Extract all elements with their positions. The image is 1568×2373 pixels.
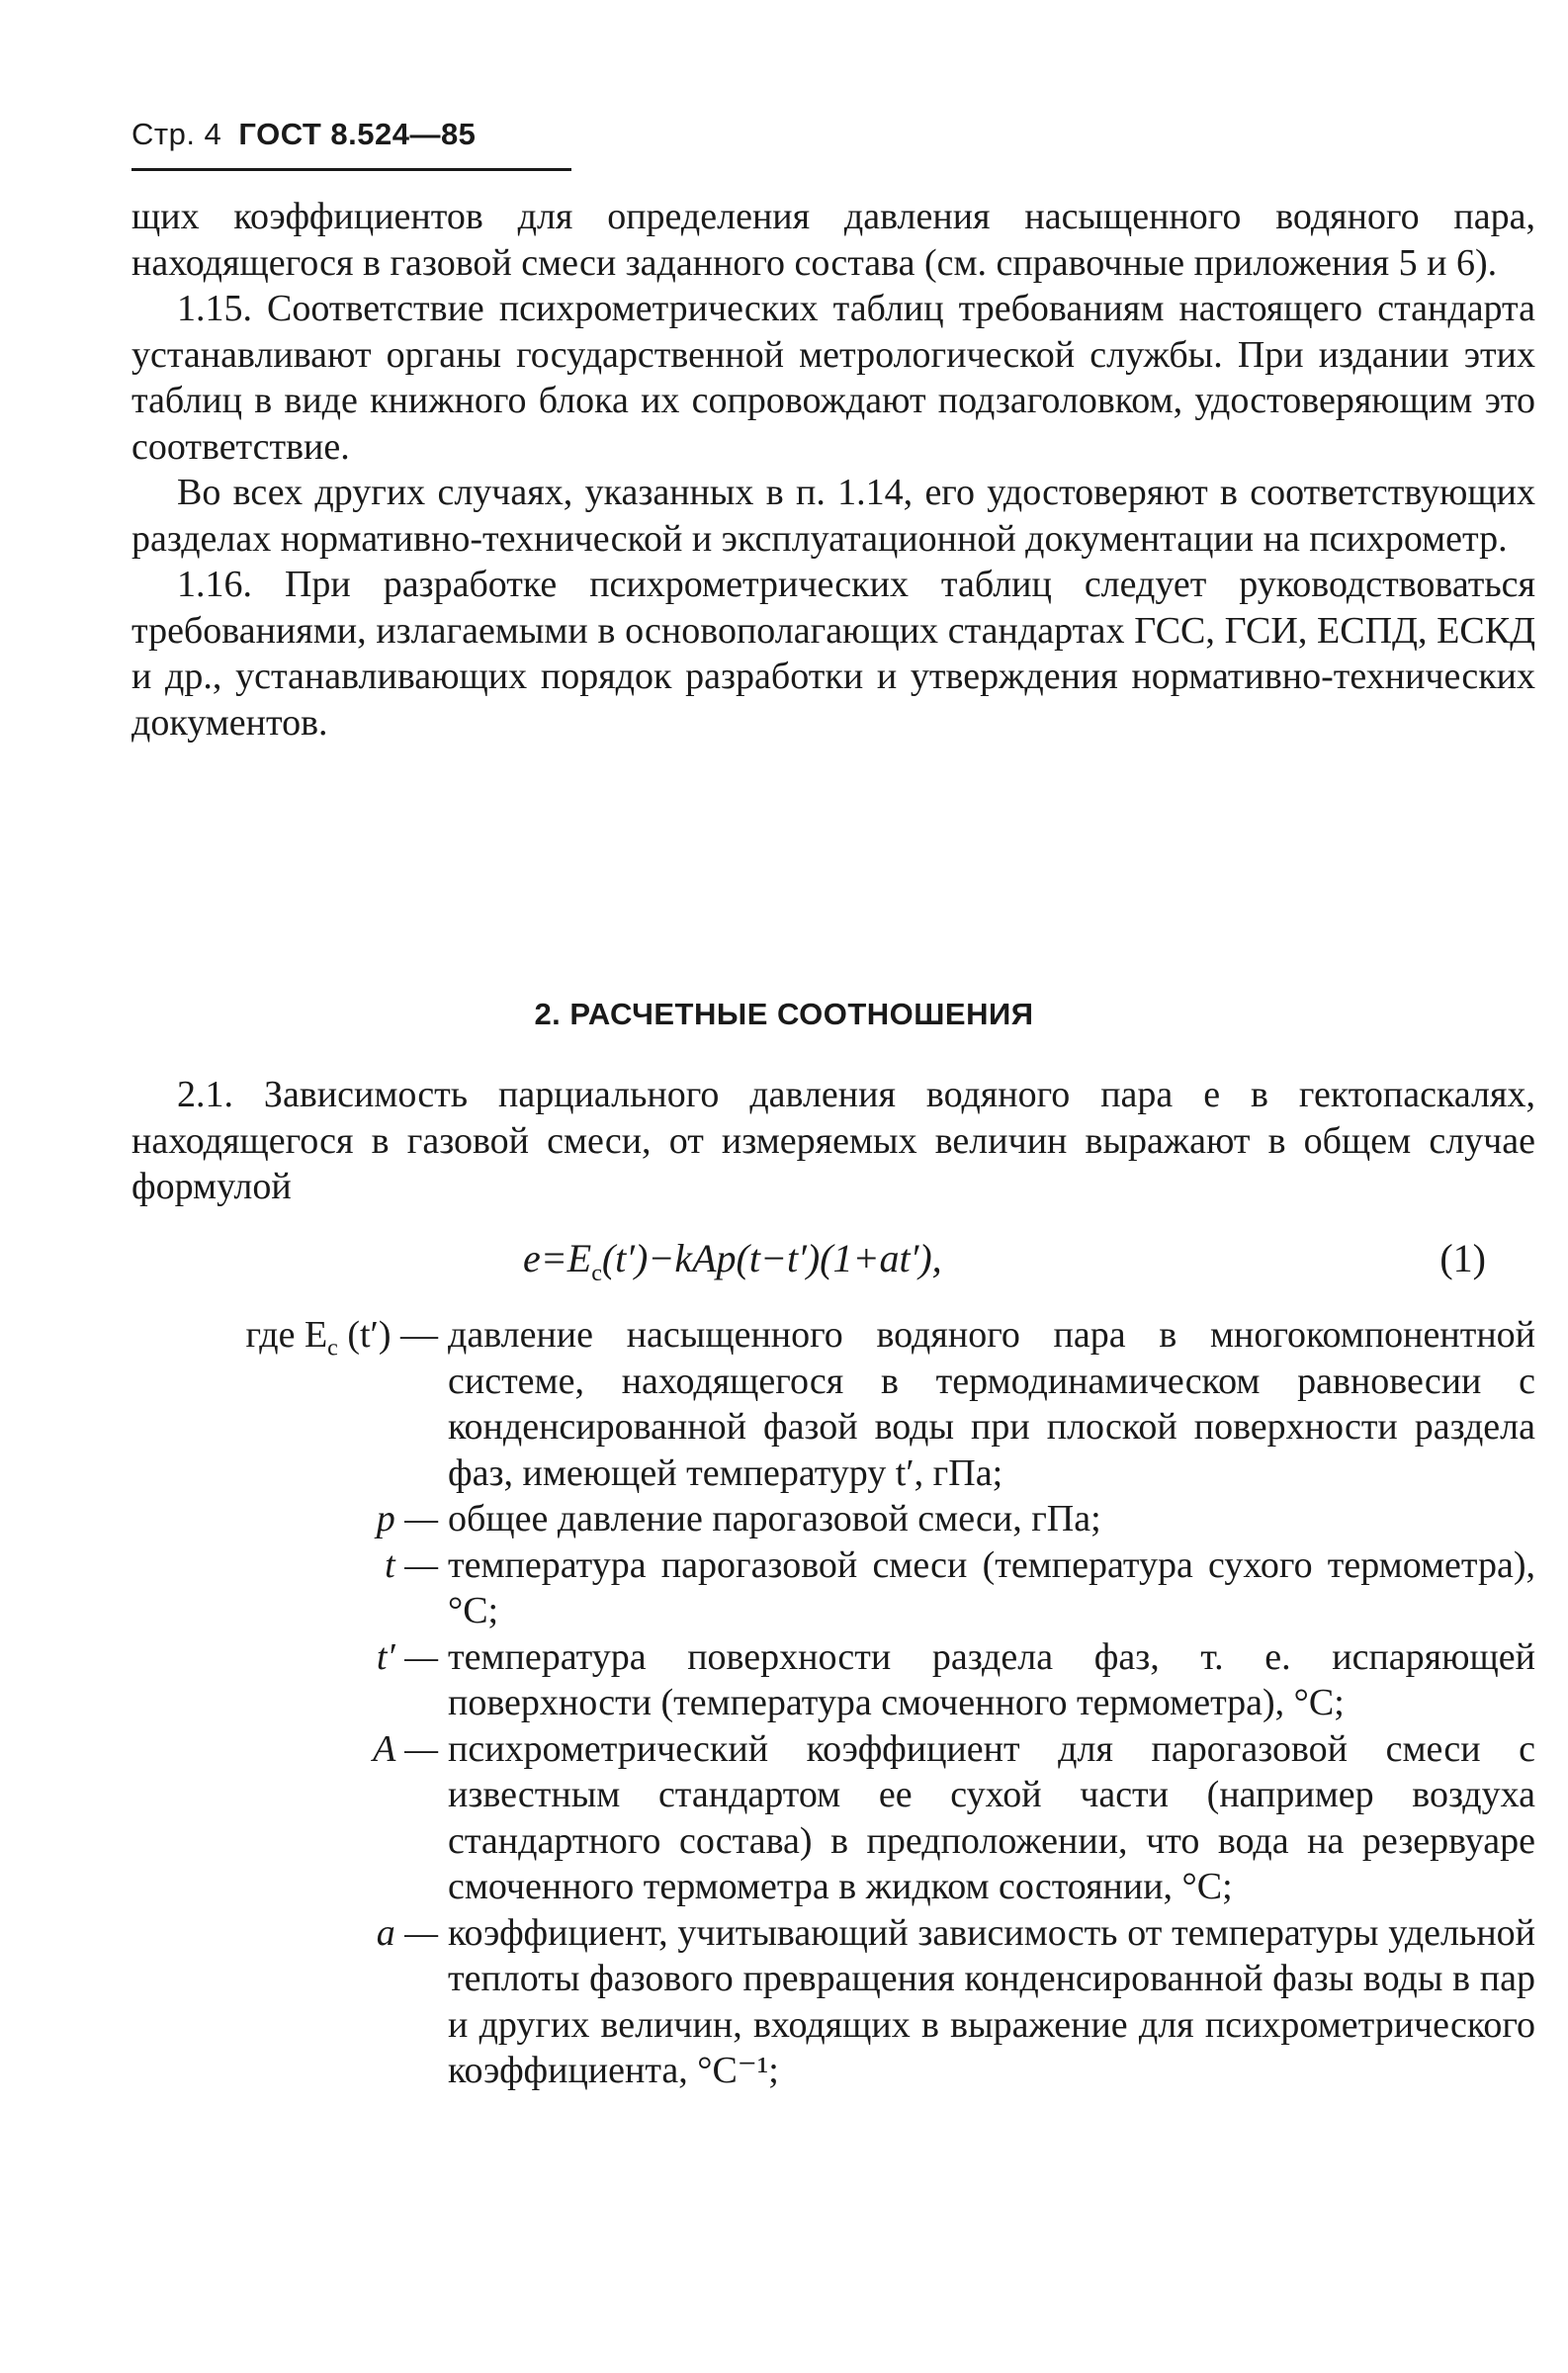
- paragraph-1-16: 1.16. При разработке психрометрических таблиц следует руководствоваться требованиями, излагаемыми в основополагающих стандартах ГСС, ГСИ, ЕСПД, ЕСКД и др., устанавливающих порядок разработки и утверждения нормативно-технических документов.: [131, 564, 1535, 744]
- definition-term: t —: [385, 1543, 438, 1586]
- definition-text: психрометрический коэффициент для парогазовой смеси с известным стандартом ее сухой части (например воздуха стандартного состава) в предположении, что вода на резервуаре смоченного термометра в жидком состоянии, °С;: [448, 1727, 1535, 1907]
- definition-item: [131, 1542, 1535, 1634]
- definition-item: [131, 1496, 1535, 1542]
- equation-number: (1): [1439, 1236, 1486, 1280]
- definition-term: a —: [376, 1911, 438, 1954]
- definition-item: [131, 1312, 1535, 1496]
- paragraph-2-1: 2.1. Зависимость парциального давления водяного пара e в гектопаскалях, находящегося в газовой смеси, от измеряемых величин выражают в общем случае формулой: [131, 1074, 1535, 1207]
- definition-term: где $E_c$ (t′) —: [245, 1314, 438, 1362]
- body-text-top: [131, 194, 1535, 746]
- definition-text: температура парогазовой смеси (температура сухого термометра), °С;: [448, 1543, 1535, 1631]
- definition-item: [131, 1634, 1535, 1726]
- definitions-list: [131, 1312, 1535, 2094]
- definition-item: [131, 1726, 1535, 1910]
- formula-1: $e=E_c(t')-kAp(t-t')(1+at')$,: [523, 1236, 942, 1286]
- definition-text: общее давление парогазовой смеси, гПа;: [448, 1498, 1101, 1539]
- paragraph-continuation: щих коэффициентов для определения давления насыщенного водяного пара, находящегося в газовой смеси заданного состава (см. справочные приложения 5 и 6).: [131, 196, 1535, 284]
- definition-term: A —: [373, 1727, 438, 1770]
- definition-term: t′ —: [376, 1635, 438, 1678]
- definition-item: [131, 1910, 1535, 2094]
- standard-number: ГОСТ 8.524—85: [238, 117, 477, 151]
- paragraph-1-15: 1.15. Соответствие психрометрических таблиц требованиям настоящего стандарта устанавливают органы государственной метрологической службы. При издании этих таблиц в виде книжного блока их сопровождают подзаголовком, удостоверяющим это соответствие.: [131, 288, 1535, 468]
- section-title: 2. РАСЧЕТНЫЕ СООТНОШЕНИЯ: [534, 997, 1034, 1031]
- paragraph-1-15-cont: Во всех других случаях, указанных в п. 1.14, его удостоверяют в соответствующих разделах нормативно-технической и эксплуатационной документации на психрометр.: [131, 472, 1535, 560]
- body-text-2-1: [131, 1072, 1535, 1210]
- header-rule: [131, 168, 571, 171]
- definition-text: давление насыщенного водяного пара в многокомпонентной системе, находящегося в термодинамическом равновесии с конденсированной фазой воды при плоской поверхности раздела фаз, имеющей температуру t′, гПа;: [448, 1314, 1535, 1494]
- page-label: Стр. 4: [131, 117, 222, 151]
- definition-text: температура поверхности раздела фаз, т. е. испаряющей поверхности (температура смоченного термометра), °С;: [448, 1635, 1535, 1723]
- definition-text: коэффициент, учитывающий зависимость от температуры удельной теплоты фазового превращения конденсированной фазы воды в пар и других величин, входящих в выражение для психрометрического коэффициента, °С⁻¹;: [448, 1911, 1535, 2091]
- definition-term: p —: [376, 1498, 438, 1539]
- running-header: [131, 117, 476, 152]
